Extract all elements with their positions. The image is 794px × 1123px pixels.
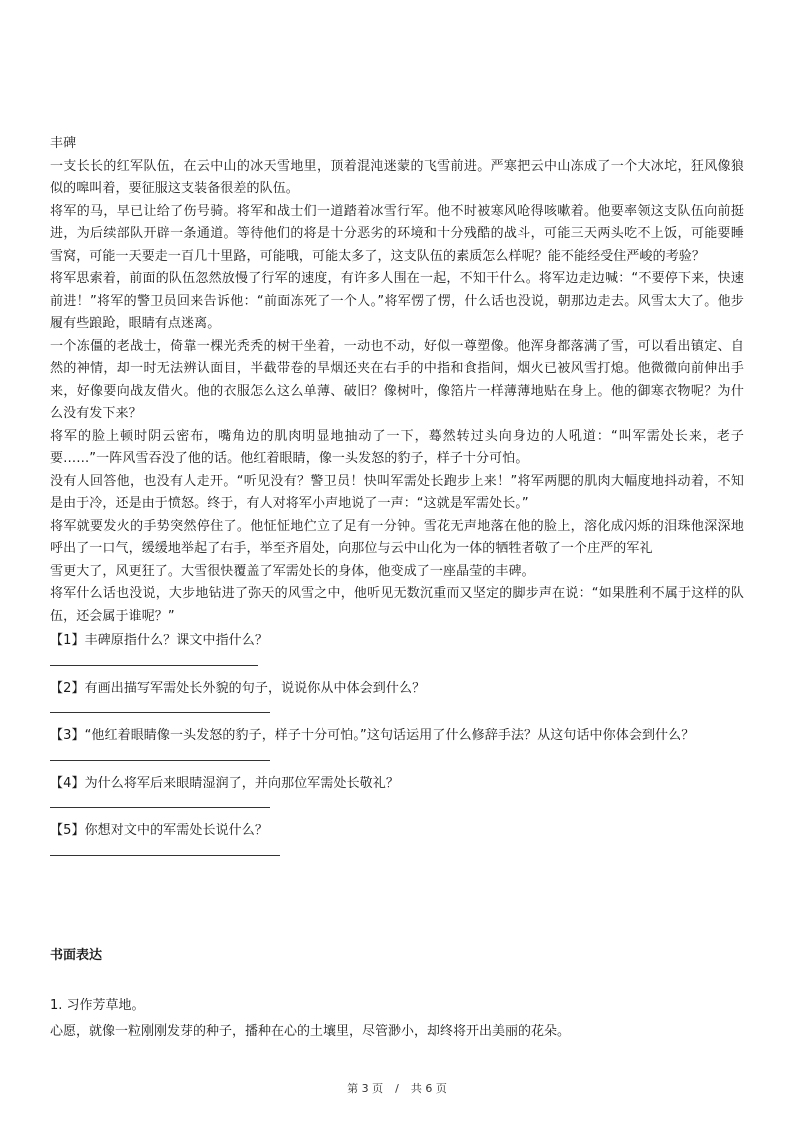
writing-exercise: [50, 993, 744, 1045]
answer-line[interactable]: [50, 700, 270, 713]
page-number: 第 3 页: [347, 1082, 384, 1095]
answer-line[interactable]: [50, 653, 258, 666]
page-separator: /: [395, 1082, 399, 1095]
paragraph: 没有人回答他，也没有人走开。“听见没有？警卫员！快叫军需处长跑步上来！”将军两腮的肌肉大幅度地抖动着，不知是由于冷，还是由于愤怒。终于，有人对将军小声地说了一声：“这就是军需处长。”: [50, 473, 744, 511]
paragraph: 一个冻僵的老战士，倚靠一棵光秃秃的树干坐着，一动也不动，好似一尊塑像。他浑身都落满了雪，可以看出镇定、自然的神情，却一时无法辨认面目，半截带卷的旱烟还夹在右手的中指和食指间，烟火已被风雪打熄。他微微向前伸出手来，好像要向战友借火。他的衣服怎么这么单薄、破旧？像树叶，像箔片一样薄薄地贴在身上。他的御寒衣物呢？为什么没有发下来？: [50, 338, 744, 421]
question-text: 【5】你想对文中的军需处长说什么？: [50, 823, 268, 838]
paragraph: 一支长长的红军队伍，在云中山的冰天雪地里，顶着混沌迷蒙的飞雪前进。严寒把云中山冻成了一个大冰坨，狂风像狼似的嗥叫着，要征服这支装备很差的队伍。: [50, 158, 744, 196]
paragraph: 将军的马，早已让给了伤号骑。将军和战士们一道踏着冰雪行军。他不时被寒风呛得咳嗽着。他要率领这支队伍向前挺进，为后续部队开辟一条通道。等待他们的将是十分恶劣的环境和十分残酷的战斗，可能三天两头吃不上饭，可能要睡雪窝，可能一天要走一百几十里路，可能哦，可能太多了，这支队伍的素质怎么样呢？能不能经受住严峻的考验？: [50, 203, 744, 264]
paragraph: 将军思索着，前面的队伍忽然放慢了行军的速度，有许多人围在一起，不知干什么。将军边走边喊：“不要停下来，快速前进！”将军的警卫员回来告诉他：“前面冻死了一个人。”将军愣了愣，什么话也没说，朝那边走去。风雪太大了。他步履有些踉跄，眼睛有点迷离。: [50, 271, 744, 331]
answer-line[interactable]: [50, 748, 270, 761]
question-block: [50, 725, 744, 761]
question-text: 【3】“他红着眼睛像一头发怒的豹子，样子十分可怕。”这句话运用了什么修辞手法？从这句话中你体会到什么？: [50, 728, 695, 743]
question-block: [50, 820, 744, 856]
page-footer: [0, 1080, 794, 1096]
question-block: [50, 630, 744, 666]
article-title: 丰碑: [50, 136, 77, 151]
question-block: [50, 678, 744, 714]
answer-line[interactable]: [50, 795, 270, 808]
question-block: [50, 773, 744, 809]
page-total: 共 6 页: [410, 1082, 447, 1095]
reading-passage: [50, 133, 744, 868]
paragraph: 将军的脸上顿时阴云密布，嘴角边的肌肉明显地抽动了一下，蓦然转过头向身边的人吼道：“叫军需处长来，老子要……”一阵风雪吞没了他的话。他红着眼睛，像一头发怒的豹子，样子十分可怕。: [50, 428, 744, 466]
question-text: 【1】丰碑原指什么？课文中指什么？: [50, 633, 268, 648]
exercise-title: 1. 习作芳草地。: [50, 998, 145, 1013]
question-text: 【2】有画出描写军需处长外貌的句子，说说你从中体会到什么？: [50, 680, 426, 696]
paragraph: 将军什么话也没说，大步地钻进了弥天的风雪之中，他听见无数沉重而又坚定的脚步声在说：“如果胜利不属于这样的队伍，还会属于谁呢？”: [50, 586, 744, 624]
exercise-prompt: 心愿，就像一粒刚刚发芽的种子，播种在心的土壤里，尽管渺小，却终将开出美丽的花朵。: [50, 1024, 571, 1039]
question-text: 【4】为什么将军后来眼睛湿润了，并向那位军需处长敬礼？: [50, 775, 399, 791]
paragraph: 将军就要发火的手势突然停住了。他怔怔地伫立了足有一分钟。雪花无声地落在他的脸上，溶化成闪烁的泪珠他深深地呼出了一口气，缓缓地举起了右手，举至齐眉处，向那位与云中山化为一体的牺牲者敬了一个庄严的军礼: [50, 518, 744, 556]
section-heading: 书面表达: [50, 948, 103, 963]
paragraph: 雪更大了，风更狂了。大雪很快覆盖了军需处长的身体，他变成了一座晶莹的丰碑。: [50, 563, 535, 579]
answer-line[interactable]: [50, 843, 280, 856]
